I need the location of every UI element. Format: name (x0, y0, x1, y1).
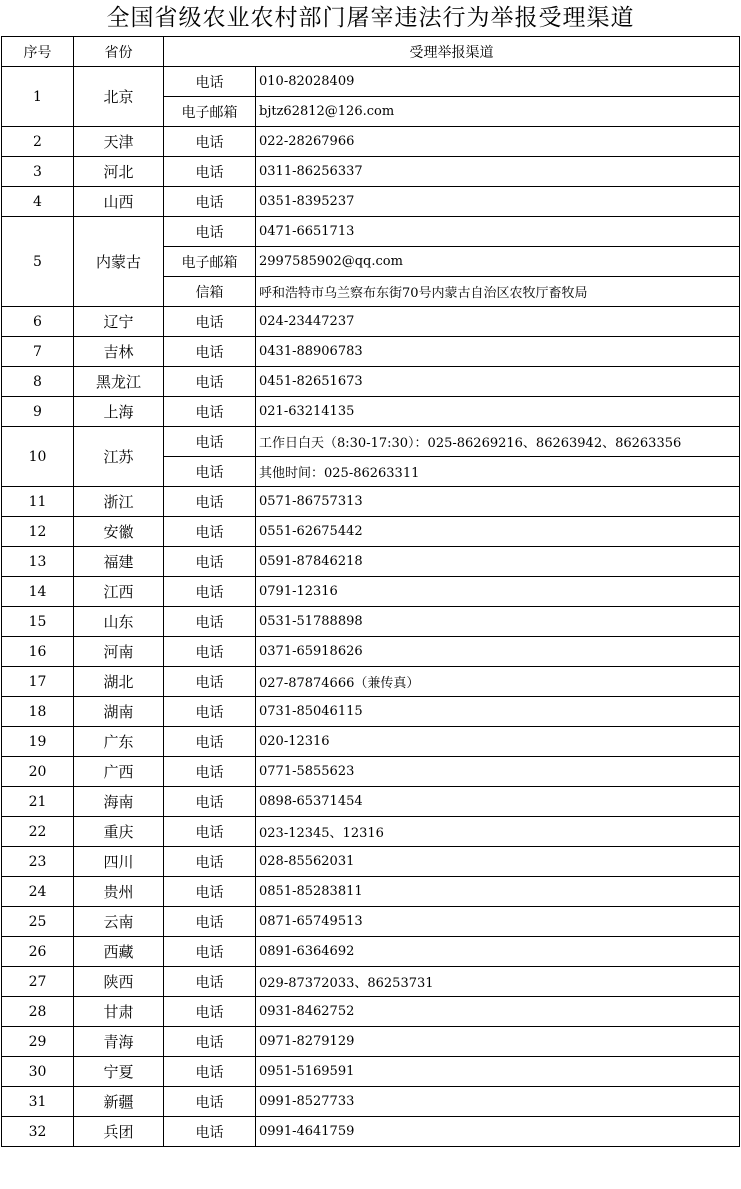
province-name: 新疆 (74, 1087, 164, 1117)
channel-type: 电话 (164, 607, 256, 637)
province-name: 江苏 (74, 427, 164, 487)
table-row (2, 757, 740, 787)
channel-value: 0311-86256337 (256, 157, 740, 187)
row-number: 16 (2, 637, 74, 667)
channel-value: 022-28267966 (256, 127, 740, 157)
row-number: 4 (2, 187, 74, 217)
table-row (2, 427, 740, 457)
channel-type: 电话 (164, 937, 256, 967)
province-name: 青海 (74, 1027, 164, 1057)
row-number: 15 (2, 607, 74, 637)
province-name: 河北 (74, 157, 164, 187)
channel-type: 电话 (164, 1057, 256, 1087)
province-name: 浙江 (74, 487, 164, 517)
row-number: 26 (2, 937, 74, 967)
table-row (2, 367, 740, 397)
channel-value: 0471-6651713 (256, 217, 740, 247)
province-name: 甘肃 (74, 997, 164, 1027)
channel-type: 电子邮箱 (164, 97, 256, 127)
channel-value: 工作日白天（8:30-17:30）：025-86269216、86263942、86263356 (256, 427, 740, 457)
channel-value: 2997585902@qq.com (256, 247, 740, 277)
channel-type: 电话 (164, 337, 256, 367)
channel-value: 010-82028409 (256, 67, 740, 97)
table-row (2, 187, 740, 217)
channel-value: 0731-85046115 (256, 697, 740, 727)
header-channel: 受理举报渠道 (164, 37, 740, 67)
table-row (2, 157, 740, 187)
channel-type: 电话 (164, 157, 256, 187)
channel-value: 0531-51788898 (256, 607, 740, 637)
channel-value: 0591-87846218 (256, 547, 740, 577)
table-row (2, 1117, 740, 1147)
table-row (2, 907, 740, 937)
channel-type: 电话 (164, 67, 256, 97)
channel-value: 0551-62675442 (256, 517, 740, 547)
channel-type: 电话 (164, 517, 256, 547)
province-name: 天津 (74, 127, 164, 157)
report-channels-table (1, 36, 740, 1147)
province-name: 黑龙江 (74, 367, 164, 397)
table-row (2, 727, 740, 757)
channel-value: 029-87372033、86253731 (256, 967, 740, 997)
channel-type: 电话 (164, 1087, 256, 1117)
row-number: 2 (2, 127, 74, 157)
channel-type: 电话 (164, 307, 256, 337)
channel-type: 电话 (164, 847, 256, 877)
header-province: 省份 (74, 37, 164, 67)
channel-value: 0351-8395237 (256, 187, 740, 217)
channel-type: 电话 (164, 727, 256, 757)
province-name: 四川 (74, 847, 164, 877)
province-name: 福建 (74, 547, 164, 577)
channel-value: 0371-65918626 (256, 637, 740, 667)
channel-type: 信箱 (164, 277, 256, 307)
row-number: 30 (2, 1057, 74, 1087)
channel-value: 0431-88906783 (256, 337, 740, 367)
table-row (2, 487, 740, 517)
channel-value: 0898-65371454 (256, 787, 740, 817)
table-row (2, 667, 740, 697)
channel-value: 0971-8279129 (256, 1027, 740, 1057)
channel-type: 电话 (164, 367, 256, 397)
province-name: 湖北 (74, 667, 164, 697)
table-row (2, 997, 740, 1027)
row-number: 7 (2, 337, 74, 367)
row-number: 17 (2, 667, 74, 697)
channel-value: 0771-5855623 (256, 757, 740, 787)
channel-value: 0871-65749513 (256, 907, 740, 937)
province-name: 江西 (74, 577, 164, 607)
row-number: 3 (2, 157, 74, 187)
row-number: 29 (2, 1027, 74, 1057)
channel-value: 023-12345、12316 (256, 817, 740, 847)
channel-type: 电话 (164, 967, 256, 997)
table-row (2, 787, 740, 817)
row-number: 10 (2, 427, 74, 487)
province-name: 辽宁 (74, 307, 164, 337)
channel-type: 电话 (164, 127, 256, 157)
channel-value: 0991-4641759 (256, 1117, 740, 1147)
row-number: 11 (2, 487, 74, 517)
channel-type: 电话 (164, 1027, 256, 1057)
channel-type: 电话 (164, 907, 256, 937)
table-row (2, 637, 740, 667)
table-row (2, 517, 740, 547)
channel-value: 0931-8462752 (256, 997, 740, 1027)
row-number: 12 (2, 517, 74, 547)
channel-type: 电话 (164, 427, 256, 457)
row-number: 21 (2, 787, 74, 817)
channel-type: 电话 (164, 577, 256, 607)
channel-value: 0451-82651673 (256, 367, 740, 397)
channel-value: 0991-8527733 (256, 1087, 740, 1117)
table-row (2, 607, 740, 637)
channel-value: bjtz62812@126.com (256, 97, 740, 127)
table-row (2, 577, 740, 607)
province-name: 安徽 (74, 517, 164, 547)
channel-type: 电话 (164, 547, 256, 577)
row-number: 18 (2, 697, 74, 727)
province-name: 贵州 (74, 877, 164, 907)
channel-type: 电话 (164, 667, 256, 697)
province-name: 河南 (74, 637, 164, 667)
row-number: 13 (2, 547, 74, 577)
channel-type: 电话 (164, 787, 256, 817)
channel-value: 0791-12316 (256, 577, 740, 607)
table-row (2, 847, 740, 877)
channel-type: 电话 (164, 877, 256, 907)
table-row (2, 337, 740, 367)
channel-value: 0571-86757313 (256, 487, 740, 517)
table-row (2, 217, 740, 247)
channel-value: 0851-85283811 (256, 877, 740, 907)
province-name: 宁夏 (74, 1057, 164, 1087)
province-name: 广东 (74, 727, 164, 757)
row-number: 19 (2, 727, 74, 757)
row-number: 1 (2, 67, 74, 127)
province-name: 北京 (74, 67, 164, 127)
channel-type: 电话 (164, 1117, 256, 1147)
channel-type: 电话 (164, 697, 256, 727)
row-number: 6 (2, 307, 74, 337)
channel-type: 电话 (164, 217, 256, 247)
channel-type: 电话 (164, 817, 256, 847)
province-name: 山东 (74, 607, 164, 637)
row-number: 20 (2, 757, 74, 787)
channel-type: 电话 (164, 757, 256, 787)
row-number: 25 (2, 907, 74, 937)
table-row (2, 967, 740, 997)
table-row (2, 67, 740, 97)
table-row (2, 817, 740, 847)
table-row (2, 547, 740, 577)
row-number: 8 (2, 367, 74, 397)
row-number: 14 (2, 577, 74, 607)
table-row (2, 697, 740, 727)
channel-value: 021-63214135 (256, 397, 740, 427)
province-name: 重庆 (74, 817, 164, 847)
row-number: 31 (2, 1087, 74, 1117)
table-row (2, 877, 740, 907)
province-name: 云南 (74, 907, 164, 937)
table-row (2, 1057, 740, 1087)
channel-type: 电话 (164, 487, 256, 517)
table-row (2, 937, 740, 967)
channel-type: 电话 (164, 997, 256, 1027)
table-row (2, 1027, 740, 1057)
channel-value: 027-87874666（兼传真） (256, 667, 740, 697)
row-number: 22 (2, 817, 74, 847)
province-name: 吉林 (74, 337, 164, 367)
row-number: 24 (2, 877, 74, 907)
table-row (2, 307, 740, 337)
province-name: 广西 (74, 757, 164, 787)
table-header-row (2, 37, 740, 67)
province-name: 陕西 (74, 967, 164, 997)
table-row (2, 1087, 740, 1117)
row-number: 27 (2, 967, 74, 997)
province-name: 山西 (74, 187, 164, 217)
province-name: 兵团 (74, 1117, 164, 1147)
channel-value: 028-85562031 (256, 847, 740, 877)
row-number: 23 (2, 847, 74, 877)
channel-value: 其他时间：025-86263311 (256, 457, 740, 487)
province-name: 上海 (74, 397, 164, 427)
table-body (2, 67, 740, 1147)
channel-value: 0891-6364692 (256, 937, 740, 967)
channel-value: 024-23447237 (256, 307, 740, 337)
channel-type: 电话 (164, 397, 256, 427)
row-number: 28 (2, 997, 74, 1027)
channel-value: 0951-5169591 (256, 1057, 740, 1087)
row-number: 5 (2, 217, 74, 307)
province-name: 西藏 (74, 937, 164, 967)
province-name: 湖南 (74, 697, 164, 727)
row-number: 32 (2, 1117, 74, 1147)
channel-type: 电话 (164, 187, 256, 217)
province-name: 海南 (74, 787, 164, 817)
row-number: 9 (2, 397, 74, 427)
channel-type: 电子邮箱 (164, 247, 256, 277)
channel-type: 电话 (164, 637, 256, 667)
channel-value: 呼和浩特市乌兰察布东街70号内蒙古自治区农牧厅畜牧局 (256, 277, 740, 307)
channel-value: 020-12316 (256, 727, 740, 757)
channel-type: 电话 (164, 457, 256, 487)
page-title: 全国省级农业农村部门屠宰违法行为举报受理渠道 (106, 5, 635, 31)
table-row (2, 397, 740, 427)
table-row (2, 127, 740, 157)
header-no: 序号 (2, 37, 74, 67)
province-name: 内蒙古 (74, 217, 164, 307)
